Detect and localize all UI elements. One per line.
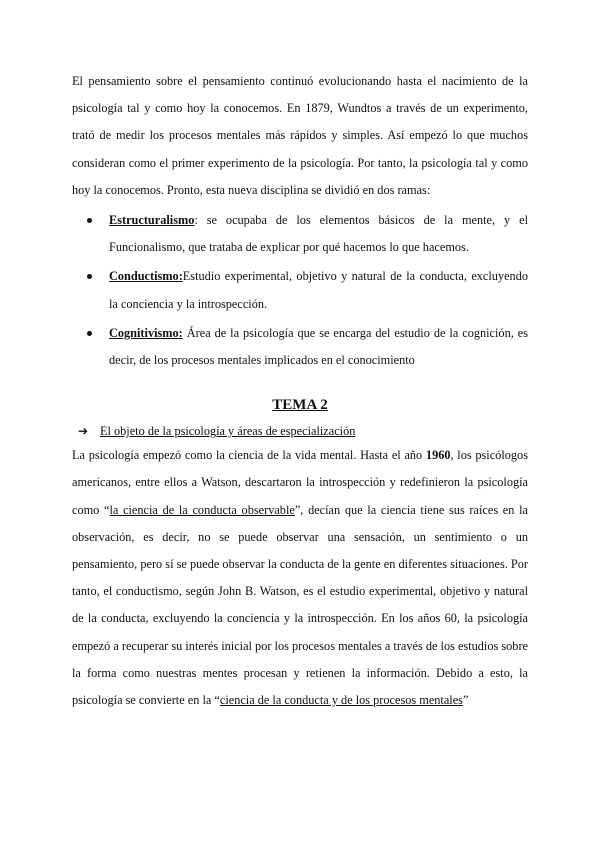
body-text-2: , los psicólogos americanos, entre ellos a Watson, descartaron la introspección y redefinieron la psicología como “ [72,448,528,517]
body-year: 1960 [425,448,451,463]
list-item [72,263,528,317]
bullet-term: Conductismo: [109,269,183,284]
body-quote-1: la ciencia de la conducta observable [109,502,295,517]
list-item [72,320,528,374]
body-text-4: ” [462,693,469,708]
section-title: TEMA 2 [272,397,328,414]
bullet-text: Estudio experimental, objetivo y natural de la conducta, excluyendo la conciencia y la introspección. [109,269,528,311]
section-subtitle: El objeto de la psicología y áreas de especialización [100,424,356,439]
section-subtitle-row [72,421,528,441]
body-text-3: ”, decían que la ciencia tiene sus raíces en la observación, es decir, no se puede observar una sensación, un sentimiento o un pensamiento, pero sí se puede observar la conducta de la gente en diferentes situaciones. Por tanto, el conductismo, según John B. Watson, es el estudio experimental, objetivo y natural de la conducta, excluyendo la conciencia y la introspección. En los años 60, la psicología empezó a recuperar su interés inicial por los procesos mentales a través de los estudios sobre la forma como nuestras mentes procesan y retienen la información. Debido a esto, la psicología se convierte en la “ [72,502,528,708]
bullet-dot-icon [87,218,92,223]
bullet-term: Cognitivismo: [109,325,183,340]
bullet-dot-icon [87,331,92,336]
bullet-paragraph [109,320,528,374]
body-quote-2: ciencia de la conducta y de los procesos mentales [219,693,463,708]
arrow-right-icon: ➔ [78,424,89,439]
document-content [72,68,528,714]
body-text-1: La psicología empezó como la ciencia de la vida mental. Hasta el año [72,448,426,463]
bullet-paragraph [109,263,528,317]
bullet-text: Área de la psicología que se encarga del estudio de la cognición, es decir, de los procesos mentales implicados en el conocimiento [109,325,528,368]
list-item [72,207,528,261]
intro-paragraph: El pensamiento sobre el pensamiento continuó evolucionando hasta el nacimiento de la psicología tal y como hoy la conocemos. En 1879, Wundtos a través de un experimento, trató de medir los procesos mentales más rápidos y simples. Así empezó lo que muchos consideran como el primer experimento de la psicología. Por tanto, la psicología tal y como hoy la conocemos. Pronto, esta nueva disciplina se dividió en dos ramas: [72,74,528,197]
bullet-dot-icon [87,274,92,279]
bullet-paragraph [109,207,528,261]
body-paragraph [72,442,528,714]
bullet-text: : se ocupaba de los elementos básicos de la mente, y el Funcionalismo, que trataba de explicar por qué hacemos lo que hacemos. [109,213,528,255]
bullet-term: Estructuralismo [109,213,195,228]
bullet-list [72,207,528,374]
